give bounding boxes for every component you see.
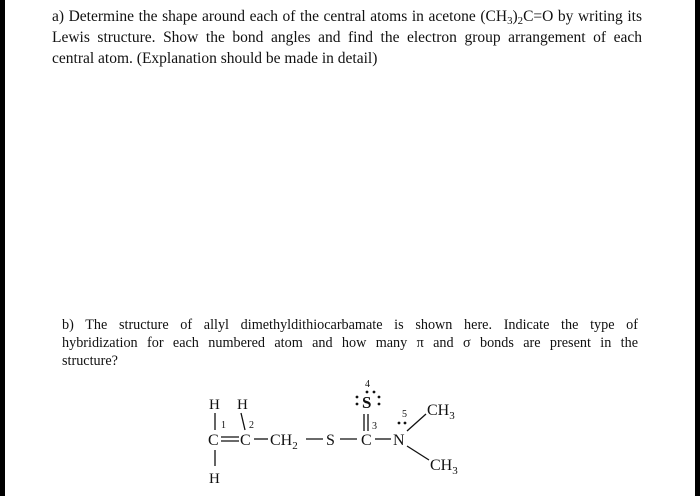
ch3-top-text: CH (427, 402, 450, 419)
ch2-subscript: 2 (292, 440, 298, 452)
methylene-group (270, 432, 298, 452)
sulfur-thione: S (362, 393, 372, 412)
atom-number-5: 5 (402, 409, 407, 420)
question-b (62, 316, 638, 370)
bond-h-c2 (241, 413, 245, 430)
sulfur-bridge: S (326, 432, 335, 449)
methyl-bottom (430, 457, 458, 477)
lone-pair-dot (404, 422, 407, 425)
question-a-line-3: central atom. (Explanation should be made in detail) (52, 50, 378, 67)
lone-pair-dot (366, 391, 369, 394)
hydrogen-bottom: H (209, 471, 220, 487)
question-a-line-1-end: C=O by writing its (523, 8, 642, 25)
hydrogen-top-left: H (209, 397, 220, 413)
lone-pair-dot (378, 396, 381, 399)
lone-pair-dot (356, 396, 359, 399)
lone-pair-dot (373, 391, 376, 394)
atom-number-3: 3 (372, 421, 377, 432)
lone-pair-dot (356, 403, 359, 406)
nitrogen-5: N (393, 432, 405, 449)
question-a (52, 6, 642, 69)
ch3-top-subscript: 3 (449, 410, 455, 422)
question-b-line-2: hybridization for each numbered atom and how many π and σ bonds are present in the (62, 335, 638, 351)
carbon-1: C (208, 432, 219, 449)
carbon-3: C (361, 432, 372, 449)
bond-n-ch3-top (407, 414, 426, 431)
lone-pair-dot (378, 403, 381, 406)
ch3-bottom-subscript: 3 (452, 465, 458, 477)
question-b-line-1: b) The structure of allyl dimethyldithiocarbamate is shown here. Indicate the type of (62, 317, 638, 333)
question-b-line-3: structure? (62, 353, 118, 369)
document-page (5, 0, 695, 496)
question-a-line-1-text: a) Determine the shape around each of the central atoms in acetone (CH (52, 8, 508, 25)
methyl-top (427, 402, 455, 422)
question-a-line-1 (52, 6, 642, 27)
subscript-2: 2 (517, 15, 524, 27)
atom-number-4: 4 (365, 379, 370, 390)
bond-n-ch3-bottom (407, 446, 429, 460)
ch2-text: CH (270, 432, 293, 449)
question-a-paren: ) (512, 8, 518, 25)
allyl-dimethyldithiocarbamate-structure (185, 378, 515, 493)
question-a-line-2: Lewis structure. Show the bond angles and find the electron group arrangement of each (52, 29, 642, 46)
carbon-2: C (240, 432, 251, 449)
atom-number-2: 2 (249, 420, 254, 431)
lone-pair-dot (398, 422, 401, 425)
hydrogen-top-right: H (237, 397, 248, 413)
atom-number-1: 1 (221, 420, 226, 431)
ch3-bottom-text: CH (430, 457, 453, 474)
subscript-3: 3 (507, 15, 513, 27)
